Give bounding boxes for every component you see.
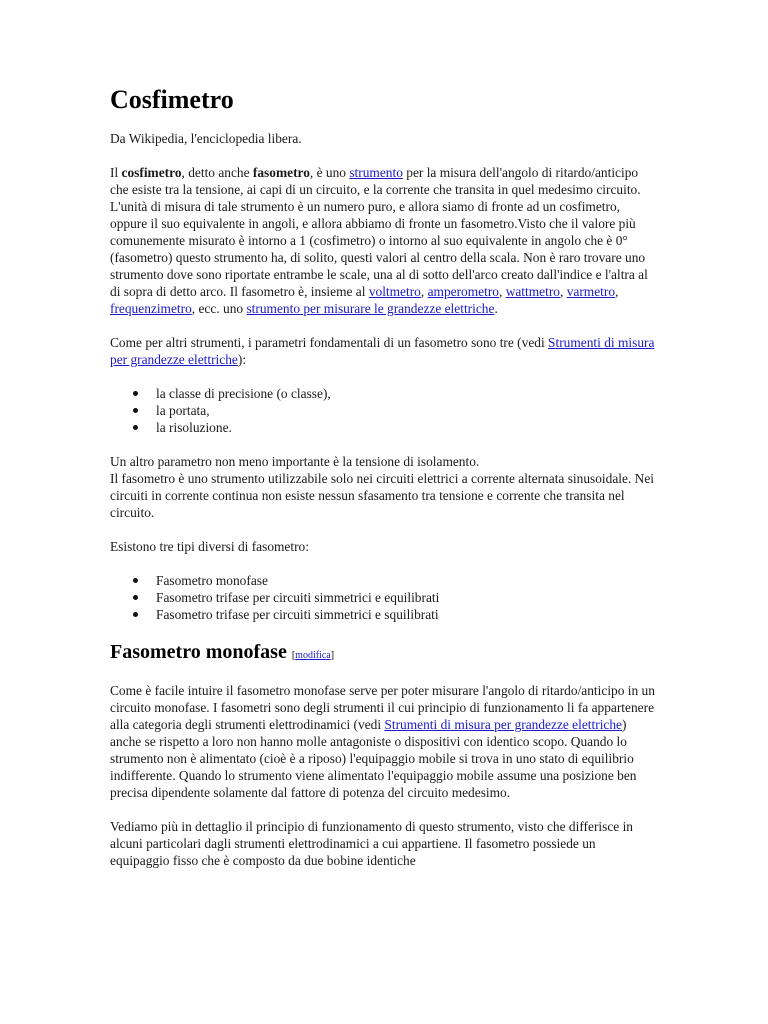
isolation-paragraph (110, 453, 658, 521)
isolation-text: Un altro parametro non meno importante è la tensione di isolamento. (110, 454, 480, 469)
intro-text: , (615, 284, 619, 299)
mono-text: ) anche se rispetto a loro non hanno molle antagoniste o dispositivi con identico scopo. Quando lo strumento non è alimentato (cioè è a riposo) l'equipaggio mobile si trova in uno stato di equilibrio indifferente. Quando lo strumento viene alimentato l'equipaggio mobile assume una posizione ben precisa dipendente solamente dal fattore di potenza del circuito medesimo. (110, 717, 637, 800)
params-text: Come per altri strumenti, i parametri fondamentali di un fasometro sono tre (vedi (110, 335, 549, 350)
intro-text: per la misura dell'angolo di ritardo/anticipo che esiste tra la tensione, ai capi di un circuito, e la corrente che transita in quel medesimo circuito. L'unità di misura di tale strumento è un numero puro, e allora siamo di fronte ad un cosfimetro, oppure il suo equivalente in angoli, e allora abbiamo di fronte un fasometro.Visto che il valore più comunemente misurato è intorno a 1 (cosfimetro) o intorno al suo equivalente in angolo che è 0° (fasometro) questo strumento ha, di solito, questi valori al centro della scala. Non è raro trovare uno strumento dove sono riportate entrambe le scale, una al di sotto dell'arco creato dall'indice e l'altra al di sopra di detto arco. Il fasometro è, insieme al (110, 165, 648, 299)
article-content (110, 84, 658, 886)
term-fasometro: fasometro (252, 165, 310, 180)
list-item: Fasometro monofase (156, 572, 658, 589)
mono-paragraph-2: Vediamo più in dettaglio il principio di funzionamento di questo strumento, visto che differisce in alcuni particolari dagli strumenti elettrodinamici a cui appartiene. Il fasometro possiede un equipaggio fisso che è composto da due bobine identiche (110, 819, 633, 868)
page-subtitle: Da Wikipedia, l'enciclopedia libera. (110, 131, 302, 146)
intro-text: Il (110, 165, 122, 180)
link-strumento-per-misurare[interactable]: strumento per misurare le grandezze elettriche (246, 301, 495, 316)
bracket: ] (330, 650, 335, 661)
section-heading (110, 640, 658, 668)
params-text: ): (237, 352, 247, 367)
list-item: Fasometro trifase per circuiti simmetrici e squilibrati (156, 606, 658, 623)
intro-text: , (498, 284, 506, 299)
intro-text: , è uno (309, 165, 350, 180)
link-strumenti-di-misura[interactable]: Strumenti di misura per grandezze elettriche (110, 335, 655, 367)
list-item: la risoluzione. (156, 419, 658, 436)
types-list (110, 572, 658, 623)
edit-link[interactable]: modifica (295, 650, 331, 661)
link-strumenti-di-misura[interactable]: Strumenti di misura per grandezze elettriche (384, 717, 622, 732)
link-varmetro[interactable]: varmetro (566, 284, 616, 299)
intro-text: . (494, 301, 498, 316)
intro-text: , (420, 284, 428, 299)
page-title: Cosfimetro (110, 85, 234, 114)
types-paragraph: Esistono tre tipi diversi di fasometro: (110, 539, 309, 554)
mono-text: Come è facile intuire il fasometro monofase serve per poter misurare l'angolo di ritardo/anticipo in un circuito monofase. I fasometri sono degli strumenti il cui principio di funzionamento li fa appartenere alla categoria degli strumenti elettrodinamici (vedi (110, 683, 655, 732)
bracket: [ (291, 650, 296, 661)
edit-section (292, 650, 334, 661)
link-voltmetro[interactable]: voltmetro (368, 284, 421, 299)
mono-paragraph-1 (110, 682, 658, 801)
list-item: Fasometro trifase per circuiti simmetrici e equilibrati (156, 589, 658, 606)
params-list (110, 385, 658, 436)
link-amperometro[interactable]: amperometro (427, 284, 499, 299)
link-frequenzimetro[interactable]: frequenzimetro (110, 301, 192, 316)
intro-text: , (559, 284, 567, 299)
ac-text: Il fasometro è uno strumento utilizzabile solo nei circuiti elettrici a corrente alternata sinusoidale. Nei circuiti in corrente continua non esiste nessun sfasamento tra tensione e corrente che transita nel circuito. (110, 471, 654, 520)
list-item: la portata, (156, 402, 658, 419)
params-paragraph (110, 334, 658, 368)
section-title: Fasometro monofase (110, 641, 287, 663)
list-item: la classe di precisione (o classe), (156, 385, 658, 402)
intro-text: , ecc. uno (191, 301, 247, 316)
link-wattmetro[interactable]: wattmetro (505, 284, 560, 299)
term-cosfimetro: cosfimetro (121, 165, 182, 180)
link-strumento[interactable]: strumento (349, 165, 403, 180)
intro-text: , detto anche (181, 165, 253, 180)
intro-paragraph (110, 164, 658, 317)
